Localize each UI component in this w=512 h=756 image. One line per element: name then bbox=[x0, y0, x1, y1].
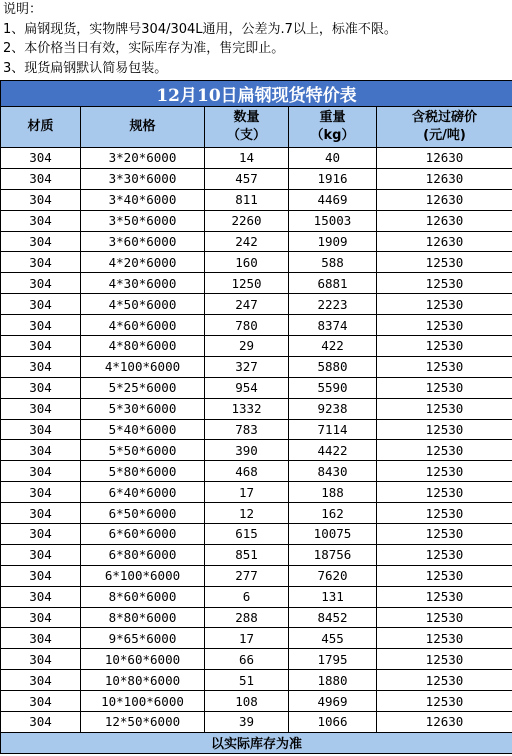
cell-quantity: 17 bbox=[205, 482, 289, 503]
cell-material: 304 bbox=[1, 336, 81, 357]
table-row bbox=[1, 398, 512, 419]
cell-quantity: 29 bbox=[205, 336, 289, 357]
cell-price: 12530 bbox=[377, 649, 512, 670]
cell-quantity: 247 bbox=[205, 294, 289, 315]
cell-price: 12530 bbox=[377, 419, 512, 440]
table-row bbox=[1, 336, 512, 357]
table-row bbox=[1, 544, 512, 565]
cell-price: 12530 bbox=[377, 273, 512, 294]
cell-spec: 6*80*6000 bbox=[81, 544, 205, 565]
cell-spec: 5*25*6000 bbox=[81, 377, 205, 398]
cell-spec: 6*100*6000 bbox=[81, 565, 205, 586]
cell-price: 12530 bbox=[377, 356, 512, 377]
cell-material: 304 bbox=[1, 419, 81, 440]
cell-spec: 4*80*6000 bbox=[81, 336, 205, 357]
table-row bbox=[1, 273, 512, 294]
cell-quantity: 1250 bbox=[205, 273, 289, 294]
cell-quantity: 66 bbox=[205, 649, 289, 670]
note-line-3: 3、现货扁钢默认简易包装。 bbox=[3, 60, 168, 76]
cell-spec: 3*40*6000 bbox=[81, 189, 205, 210]
cell-weight: 1916 bbox=[289, 168, 377, 189]
cell-material: 304 bbox=[1, 544, 81, 565]
cell-weight: 1795 bbox=[289, 649, 377, 670]
cell-weight: 131 bbox=[289, 586, 377, 607]
header-weight-label: 重量 bbox=[319, 110, 346, 125]
cell-price: 12530 bbox=[377, 503, 512, 524]
cell-price: 12630 bbox=[377, 712, 512, 733]
cell-weight: 1880 bbox=[289, 670, 377, 691]
cell-material: 304 bbox=[1, 252, 81, 273]
cell-material: 304 bbox=[1, 649, 81, 670]
cell-weight: 2223 bbox=[289, 294, 377, 315]
cell-quantity: 242 bbox=[205, 231, 289, 252]
table-row bbox=[1, 168, 512, 189]
table-row bbox=[1, 565, 512, 586]
header-material: 材质 bbox=[1, 107, 81, 148]
cell-price: 12530 bbox=[377, 544, 512, 565]
cell-weight: 1909 bbox=[289, 231, 377, 252]
table-row bbox=[1, 294, 512, 315]
cell-quantity: 1332 bbox=[205, 398, 289, 419]
cell-material: 304 bbox=[1, 315, 81, 336]
cell-price: 12530 bbox=[377, 398, 512, 419]
cell-weight: 588 bbox=[289, 252, 377, 273]
cell-price: 12630 bbox=[377, 210, 512, 231]
cell-material: 304 bbox=[1, 356, 81, 377]
cell-quantity: 811 bbox=[205, 189, 289, 210]
cell-quantity: 954 bbox=[205, 377, 289, 398]
cell-quantity: 14 bbox=[205, 148, 289, 169]
cell-spec: 9*65*6000 bbox=[81, 628, 205, 649]
notes-block bbox=[0, 0, 512, 80]
header-price-label: 含税过磅价 bbox=[411, 110, 477, 125]
cell-weight: 5880 bbox=[289, 356, 377, 377]
cell-weight: 1066 bbox=[289, 712, 377, 733]
cell-price: 12530 bbox=[377, 336, 512, 357]
cell-spec: 10*60*6000 bbox=[81, 649, 205, 670]
cell-material: 304 bbox=[1, 440, 81, 461]
cell-spec: 8*60*6000 bbox=[81, 586, 205, 607]
cell-spec: 6*40*6000 bbox=[81, 482, 205, 503]
table-row bbox=[1, 482, 512, 503]
cell-price: 12530 bbox=[377, 482, 512, 503]
cell-spec: 4*60*6000 bbox=[81, 315, 205, 336]
cell-quantity: 851 bbox=[205, 544, 289, 565]
cell-weight: 10075 bbox=[289, 524, 377, 545]
table-row bbox=[1, 461, 512, 482]
cell-spec: 3*60*6000 bbox=[81, 231, 205, 252]
cell-spec: 5*50*6000 bbox=[81, 440, 205, 461]
cell-quantity: 108 bbox=[205, 691, 289, 712]
cell-quantity: 468 bbox=[205, 461, 289, 482]
cell-weight: 7114 bbox=[289, 419, 377, 440]
cell-quantity: 390 bbox=[205, 440, 289, 461]
cell-spec: 4*30*6000 bbox=[81, 273, 205, 294]
table-footer: 以实际库存为准 bbox=[1, 732, 512, 753]
cell-material: 304 bbox=[1, 524, 81, 545]
cell-quantity: 39 bbox=[205, 712, 289, 733]
header-quantity-unit: （支） bbox=[226, 128, 266, 143]
cell-weight: 422 bbox=[289, 336, 377, 357]
cell-spec: 4*100*6000 bbox=[81, 356, 205, 377]
cell-weight: 5590 bbox=[289, 377, 377, 398]
table-row bbox=[1, 356, 512, 377]
cell-price: 12530 bbox=[377, 461, 512, 482]
cell-spec: 8*80*6000 bbox=[81, 607, 205, 628]
cell-material: 304 bbox=[1, 231, 81, 252]
table-row bbox=[1, 628, 512, 649]
cell-material: 304 bbox=[1, 607, 81, 628]
cell-weight: 4969 bbox=[289, 691, 377, 712]
cell-weight: 8374 bbox=[289, 315, 377, 336]
header-price-unit: (元/吨) bbox=[423, 128, 466, 143]
cell-price: 12530 bbox=[377, 252, 512, 273]
cell-price: 12530 bbox=[377, 628, 512, 649]
cell-material: 304 bbox=[1, 586, 81, 607]
table-title: 12月10日扁钢现货特价表 bbox=[1, 81, 512, 107]
cell-price: 12530 bbox=[377, 294, 512, 315]
table-row bbox=[1, 503, 512, 524]
table-row bbox=[1, 607, 512, 628]
cell-spec: 6*60*6000 bbox=[81, 524, 205, 545]
cell-quantity: 2260 bbox=[205, 210, 289, 231]
cell-spec: 3*30*6000 bbox=[81, 168, 205, 189]
cell-weight: 8430 bbox=[289, 461, 377, 482]
cell-price: 12630 bbox=[377, 148, 512, 169]
cell-quantity: 457 bbox=[205, 168, 289, 189]
table-row bbox=[1, 586, 512, 607]
cell-price: 12530 bbox=[377, 691, 512, 712]
cell-weight: 15003 bbox=[289, 210, 377, 231]
header-price bbox=[377, 107, 512, 148]
header-quantity-label: 数量 bbox=[233, 110, 260, 125]
cell-weight: 9238 bbox=[289, 398, 377, 419]
cell-quantity: 327 bbox=[205, 356, 289, 377]
cell-price: 12630 bbox=[377, 168, 512, 189]
cell-material: 304 bbox=[1, 628, 81, 649]
cell-material: 304 bbox=[1, 670, 81, 691]
cell-quantity: 288 bbox=[205, 607, 289, 628]
cell-weight: 4422 bbox=[289, 440, 377, 461]
table-row bbox=[1, 440, 512, 461]
cell-material: 304 bbox=[1, 294, 81, 315]
table-row bbox=[1, 419, 512, 440]
cell-price: 12530 bbox=[377, 524, 512, 545]
cell-price: 12530 bbox=[377, 377, 512, 398]
cell-quantity: 277 bbox=[205, 565, 289, 586]
table-row bbox=[1, 315, 512, 336]
cell-spec: 3*20*6000 bbox=[81, 148, 205, 169]
cell-price: 12530 bbox=[377, 565, 512, 586]
header-weight bbox=[289, 107, 377, 148]
cell-quantity: 17 bbox=[205, 628, 289, 649]
cell-material: 304 bbox=[1, 565, 81, 586]
cell-spec: 12*50*6000 bbox=[81, 712, 205, 733]
price-table bbox=[0, 80, 512, 754]
table-row bbox=[1, 210, 512, 231]
cell-quantity: 160 bbox=[205, 252, 289, 273]
notes-heading: 说明： bbox=[3, 2, 43, 17]
cell-spec: 3*50*6000 bbox=[81, 210, 205, 231]
cell-price: 12630 bbox=[377, 189, 512, 210]
table-row bbox=[1, 231, 512, 252]
cell-quantity: 51 bbox=[205, 670, 289, 691]
cell-material: 304 bbox=[1, 273, 81, 294]
table-body bbox=[1, 148, 512, 733]
cell-price: 12530 bbox=[377, 607, 512, 628]
table-row bbox=[1, 252, 512, 273]
cell-material: 304 bbox=[1, 712, 81, 733]
cell-spec: 4*50*6000 bbox=[81, 294, 205, 315]
table-row bbox=[1, 712, 512, 733]
table-row bbox=[1, 691, 512, 712]
table-row bbox=[1, 189, 512, 210]
cell-quantity: 783 bbox=[205, 419, 289, 440]
cell-price: 12530 bbox=[377, 440, 512, 461]
table-row bbox=[1, 524, 512, 545]
cell-price: 12630 bbox=[377, 231, 512, 252]
cell-price: 12530 bbox=[377, 670, 512, 691]
header-spec: 规格 bbox=[81, 107, 205, 148]
cell-weight: 18756 bbox=[289, 544, 377, 565]
cell-material: 304 bbox=[1, 189, 81, 210]
cell-spec: 10*80*6000 bbox=[81, 670, 205, 691]
table-header-row bbox=[1, 107, 512, 148]
table-row bbox=[1, 649, 512, 670]
table-row bbox=[1, 148, 512, 169]
cell-spec: 5*80*6000 bbox=[81, 461, 205, 482]
header-weight-unit: （kg） bbox=[310, 128, 355, 143]
cell-weight: 188 bbox=[289, 482, 377, 503]
note-line-2: 2、本价格当日有效，实际库存为准，售完即止。 bbox=[3, 41, 285, 56]
cell-spec: 10*100*6000 bbox=[81, 691, 205, 712]
note-line-1: 1、扁钢现货，实物牌号304/304L通用，公差为.7以上，标准不限。 bbox=[3, 21, 397, 37]
cell-material: 304 bbox=[1, 398, 81, 419]
cell-price: 12530 bbox=[377, 315, 512, 336]
cell-weight: 6881 bbox=[289, 273, 377, 294]
table-footer-row bbox=[1, 732, 512, 753]
cell-material: 304 bbox=[1, 168, 81, 189]
cell-weight: 8452 bbox=[289, 607, 377, 628]
header-quantity bbox=[205, 107, 289, 148]
cell-spec: 6*50*6000 bbox=[81, 503, 205, 524]
cell-quantity: 615 bbox=[205, 524, 289, 545]
cell-spec: 4*20*6000 bbox=[81, 252, 205, 273]
cell-price: 12530 bbox=[377, 586, 512, 607]
cell-weight: 40 bbox=[289, 148, 377, 169]
cell-material: 304 bbox=[1, 210, 81, 231]
table-title-row bbox=[1, 81, 512, 107]
cell-weight: 4469 bbox=[289, 189, 377, 210]
cell-weight: 455 bbox=[289, 628, 377, 649]
cell-material: 304 bbox=[1, 503, 81, 524]
cell-spec: 5*30*6000 bbox=[81, 398, 205, 419]
cell-quantity: 12 bbox=[205, 503, 289, 524]
cell-material: 304 bbox=[1, 377, 81, 398]
cell-quantity: 780 bbox=[205, 315, 289, 336]
cell-material: 304 bbox=[1, 691, 81, 712]
cell-material: 304 bbox=[1, 482, 81, 503]
cell-spec: 5*40*6000 bbox=[81, 419, 205, 440]
table-row bbox=[1, 377, 512, 398]
cell-weight: 162 bbox=[289, 503, 377, 524]
table-row bbox=[1, 670, 512, 691]
cell-quantity: 6 bbox=[205, 586, 289, 607]
cell-material: 304 bbox=[1, 148, 81, 169]
cell-weight: 7620 bbox=[289, 565, 377, 586]
cell-material: 304 bbox=[1, 461, 81, 482]
